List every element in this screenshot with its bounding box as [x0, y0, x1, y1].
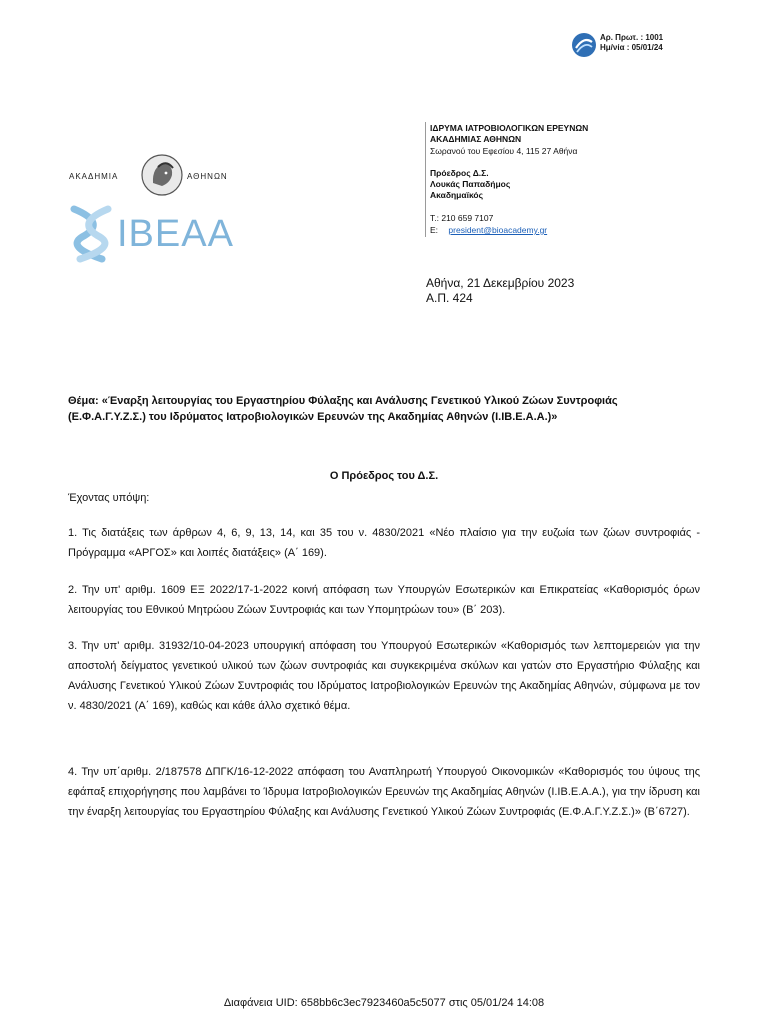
transparency-footer: Διαφάνεια UID: 658bb6c3ec7923460a5c5077 στις 05/01/24 14:08: [223, 997, 545, 1009]
ibeaa-logo-text: IBEAA: [117, 213, 234, 255]
signatory-title: Ακαδημαϊκός: [430, 190, 484, 200]
registry-stamp-logo-icon: [571, 32, 597, 58]
athena-head-icon: [140, 153, 184, 197]
ibeaa-logo-icon: [68, 205, 118, 263]
stamp-date: Ημ/νία : 05/01/24: [600, 43, 663, 52]
document-date-block: [426, 276, 574, 306]
signatory-name: Λουκάς Παπαδήμος: [430, 179, 511, 189]
letterhead-divider: [425, 122, 426, 237]
subject-line2: (Ε.Φ.Α.Γ.Υ.Ζ.Σ.) του Ιδρύματος Ιατροβιολογικών Ερευνών της Ακαδημίας Αθηνών (Ι.ΙΒ.Ε.Α.Α.)»: [68, 411, 558, 423]
contact-email-row: [430, 225, 547, 236]
registry-stamp: [600, 33, 663, 53]
document-reference: Α.Π. 424: [426, 291, 473, 305]
org-address: Σωρανού του Εφεσίου 4, 115 27 Αθήνα: [430, 146, 578, 156]
academy-logo-text-left: ΑΚΑΔΗΜΙΑ: [69, 172, 119, 181]
stamp-protocol-number: Αρ. Πρωτ. : 1001: [600, 33, 664, 42]
paragraph-4: 4. Την υπ΄αριθμ. 2/187578 ΔΠΓΚ/16-12-2022 απόφαση του Αναπληρωτή Υπουργού Οικονομικών «Καθορισμός του ύψους της εφάπαξ επιχορήγησης που λαμβάνει το Ίδρυμα Ιατροβιολογικών Ερευνών της Ακαδημίας Αθηνών (Ι.ΙΒ.Ε.Α.Α.), για την ίδρυση και την έναρξη λειτουργίας του Εργαστηρίου Φύλαξης και Ανάλυσης Γενετικού Υλικού Ζώων Συντροφιάς (Ε.Φ.Α.Γ.Υ.Ζ.Σ.)» (Β΄6727).: [68, 766, 700, 818]
org-name-line1: ΙΔΡΥΜΑ ΙΑΤΡΟΒΙΟΛΟΓΙΚΩΝ ΕΡΕΥΝΩΝ: [430, 123, 589, 133]
academy-logo-text-right: ΑΘΗΝΩΝ: [187, 172, 228, 181]
document-date: Αθήνα, 21 Δεκεμβρίου 2023: [426, 276, 575, 290]
contact-email-link[interactable]: president@bioacademy.gr: [448, 225, 548, 235]
contact-email-label: E:: [430, 225, 439, 235]
paragraph-2: 2. Την υπ' αριθμ. 1609 ΕΞ 2022/17-1-2022 κοινή απόφαση των Υπουργών Εσωτερικών και Επικρατείας «Καθορισμός όρων λειτουργίας του Εθνικού Μητρώου Ζώων Συντροφιάς και των Υπομητρώων του» (Β΄ 203).: [68, 584, 700, 616]
considering-label: Έχοντας υπόψη:: [68, 492, 150, 504]
signatory-role: Πρόεδρος Δ.Σ.: [430, 168, 489, 178]
decision-heading: Ο Πρόεδρος του Δ.Σ.: [329, 470, 439, 482]
org-name-line2: ΑΚΑΔΗΜΙΑΣ ΑΘΗΝΩΝ: [430, 134, 522, 144]
subject-line1: Θέμα: «Έναρξη λειτουργίας του Εργαστηρίου Φύλαξης και Ανάλυσης Γενετικού Υλικού Ζώων Συντροφιάς: [68, 395, 618, 407]
contact-phone: Τ.: 210 659 7107: [430, 213, 494, 223]
paragraph-3: 3. Την υπ' αριθμ. 31932/10-04-2023 υπουργική απόφαση του Υπουργού Εσωτερικών «Καθορισμός των λεπτομερειών για την αποστολή δείγματος γενετικού υλικού των ζώων συντροφιάς και συγκεκριμένα σκύλων και γατών στο Εργαστήριο Φύλαξης και Ανάλυσης Γενετικού Υλικού Ζώων Συντροφιάς του Ιδρύματος Ιατροβιολογικών Ερευνών της Ακαδημίας Αθηνών, σύμφωνα με τον ν. 4830/2021 (Α΄ 169), καθώς και κάθε άλλο σχετικό θέμα.: [68, 640, 700, 712]
paragraph-1: 1. Τις διατάξεις των άρθρων 4, 6, 9, 13, 14, και 35 του ν. 4830/2021 «Νέο πλαίσιο για την ευζωία των ζώων συντροφιάς - Πρόγραμμα «ΑΡΓΟΣ» και λοιπές διατάξεις» (Α΄ 169).: [68, 527, 700, 559]
document-subject: [68, 393, 700, 425]
